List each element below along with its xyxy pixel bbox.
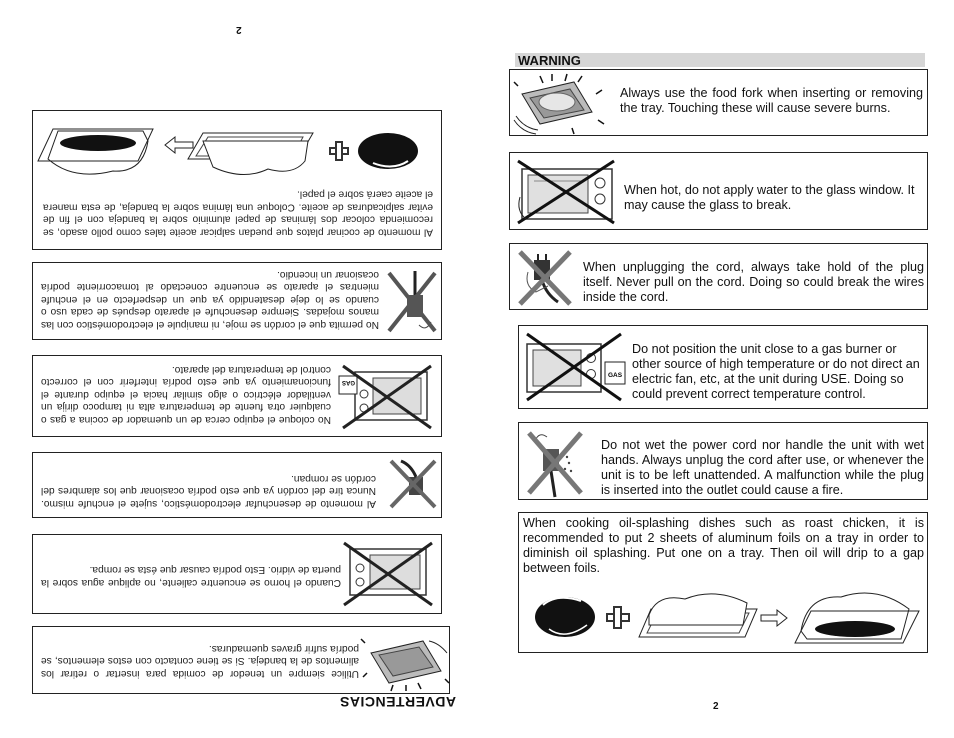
- es-warning-fork: [32, 626, 450, 694]
- warning-unplug-text: When unplugging the cord, always take hold of the plug itself. Never pull on the cord. Doing so could break the wires inside the cord.: [583, 260, 924, 304]
- es-gas-oven-crossed-icon: [335, 362, 435, 432]
- warning-gas-text: Do not position the unit close to a gas burner or other source of high temperature or do not direct an electric fan, etc, at the unit during USE. Doing so could prevent correct temperature control.: [632, 342, 920, 401]
- es-warning-gas-text: No coloque el equipo cerca de un quemador de cocina a gas o cualquier otra fuente de temperatura alta ni tampoco dirija un ventilador eléctrico o algo similar hacia el equipo durante el funcionamiento ya que esto podría interferir con el correcto control de temperatura del aparato.: [41, 363, 331, 425]
- warning-glass-text: When hot, do not apply water to the glass window. It may cause the glass to break.: [624, 183, 915, 212]
- es-unplug-crossed-icon: [381, 457, 441, 513]
- left-page-number: 2: [236, 24, 242, 35]
- es-gas-label: GAS: [341, 379, 355, 385]
- right-page-number: 2: [713, 701, 719, 712]
- es-tray-burn-icon: [361, 629, 451, 693]
- warning-oil-text: When cooking oil-splashing dishes such as roast chicken, it is recommended to put 2 sheets of aluminum foils on a tray in order to diminish oil splashing. Put one on a tray. Then oil will drip to a gap between foils.: [523, 516, 924, 575]
- warning-unplug: [509, 243, 928, 310]
- warning-fork-text: Always use the food fork when inserting or removing the tray. Touching these will cause severe burns.: [620, 86, 923, 115]
- foil-illustration: [525, 585, 925, 651]
- warning-heading: WARNING: [518, 53, 581, 68]
- es-glass-oven-crossed-icon: [338, 539, 438, 609]
- warning-glass: [509, 152, 928, 230]
- left-page-title: ADVERTENCIAS: [339, 694, 456, 710]
- warning-gas: [518, 325, 928, 409]
- es-warning-wet-cord: [32, 262, 442, 340]
- glass-oven-crossed-icon: [514, 157, 620, 227]
- es-warning-oil: [32, 110, 442, 250]
- warning-wet-cord: [518, 422, 928, 500]
- gas-oven-crossed-icon: [521, 330, 629, 404]
- warning-oil: [518, 512, 928, 653]
- es-warning-glass: [32, 534, 442, 614]
- warning-wet-cord-text: Do not wet the power cord nor handle the unit with wet hands. Always unplug the cord after use, or whenever the unit is to be left unattended. A malfunction while the plug is inserted into the outlet could cause a fire.: [601, 438, 924, 497]
- tray-burn-icon: [512, 72, 612, 136]
- unplug-crossed-icon: [514, 246, 578, 308]
- es-warning-wet-cord-text: No permita que el cordón se moje, ni manipule el electrodoméstico con las manos mojadas. Siempre desenchufe el aparato después de cada uso o cuando se lo deje desatendido ya que un desperfecto en el enchufe mientras el aparato se encuentre conectado al tomacorriente podría ocasionar un incendio.: [41, 268, 379, 330]
- warning-fork: [509, 69, 928, 136]
- es-wet-cord-crossed-icon: [381, 267, 441, 337]
- es-warning-fork-text: Utilice siempre un tenedor de comida para insertar o retirar los alimentos de la bandeja. Si se tiene contacto con estos elementos, se podría sufrir graves quemaduras.: [41, 642, 359, 679]
- wet-cord-crossed-icon: [523, 427, 593, 499]
- es-foil-illustration: [33, 111, 443, 181]
- es-warning-gas: [32, 355, 442, 437]
- es-warning-unplug: [32, 452, 442, 518]
- gas-label: GAS: [608, 372, 623, 379]
- es-warning-glass-text: Cuando el horno se encuentre caliente, no aplique agua sobre la puerta de vidrio. Esto podría causar que ésta se rompa.: [41, 564, 341, 589]
- es-warning-oil-text: Al momento de cocinar platos que puedan salpicar aceite tales como pollo asado, se recomienda colocar dos láminas de papel aluminio sobre la bandeja con el fin de evitar salpicaduras de aceite. Coloque una lámina sobre la bandeja, de esta manera el aceite caerá sobre el papel.: [43, 188, 433, 238]
- es-warning-unplug-text: Al momento de desenchufar electrodoméstico, sujete el enchufe mismo. Nunca tire del cordón ya que esto podría ocasionar que los alambres del cordón se rompan.: [41, 472, 376, 509]
